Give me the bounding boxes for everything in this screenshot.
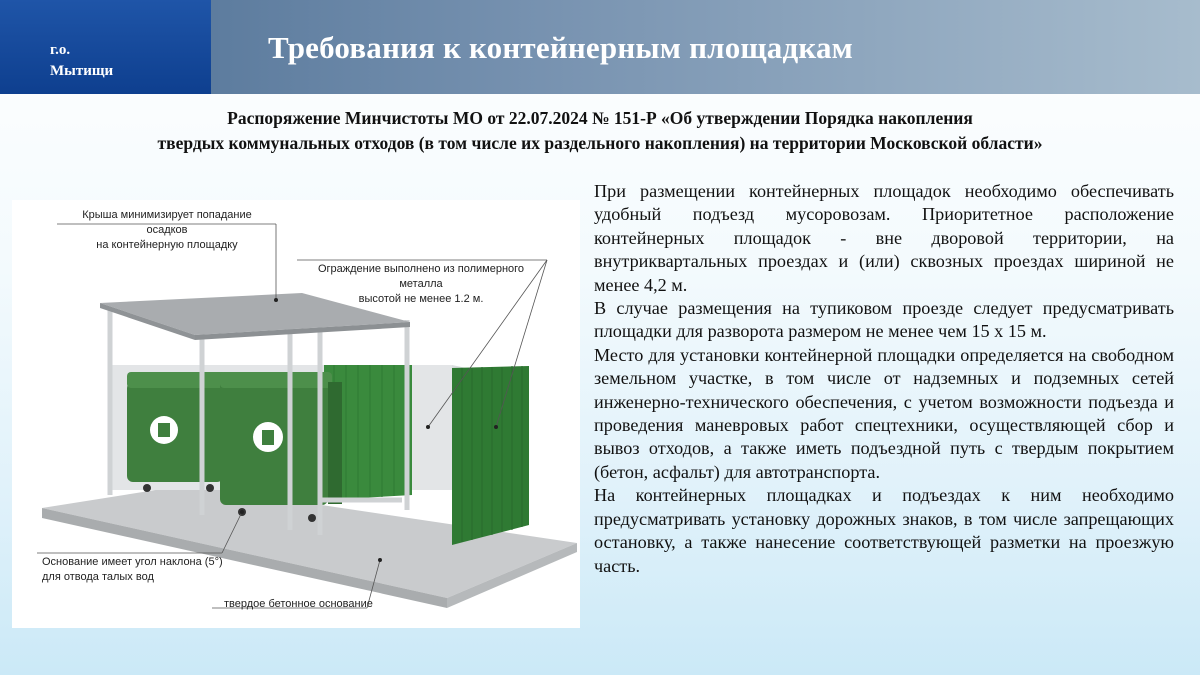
callout-fence-line1: Ограждение выполнено из полимерного металла [317, 263, 525, 290]
decree-subtitle-line1: Распоряжение Минчистоты МО от 22.07.2024 № 151-Р «Об утверждении Порядка накопления [227, 108, 973, 128]
paragraph-road-signs: На контейнерных площадках и подъездах к ним необходимо предусматривать установку дорожных знаков, в том числе запрещающих остановку, а также нанесение соответствующей разметки на проезжую часть. [594, 485, 1174, 576]
municipality-logo-block [0, 0, 211, 94]
page-title: Требования к контейнерным площадкам [268, 30, 853, 65]
paragraph-turnaround: В случае размещения на тупиковом проезде следует предусматривать площадки для разворота размером не менее чем 15 х 15 м. [594, 298, 1174, 342]
green-side-fence [452, 366, 529, 545]
paragraph-access: При размещении контейнерных площадок необходимо обеспечивать удобный подъезд мусоровозам. Приоритетное расположение контейнерных площадок - вне дворовой территории, на внутриквартальных проездах и (или) сквозных проездах шириной не менее 4,2 м. [594, 181, 1174, 295]
header-banner [0, 0, 1200, 94]
callout-fence-line2: высотой не менее 1.2 м. [358, 293, 484, 305]
requirements-text [594, 180, 1174, 578]
callout-roof [62, 208, 272, 253]
decree-subtitle-line2: твердых коммунальных отходов (в том числе их раздельного накопления) на территории Московской области» [157, 133, 1043, 153]
callout-roof-line2: на контейнерную площадку [96, 239, 238, 251]
callout-slope-line1: Основание имеет угол наклона (5°) [42, 556, 223, 568]
municipality-name [50, 40, 113, 82]
callout-roof-line1: Крыша минимизирует попадание осадков [82, 209, 252, 236]
callout-slope [42, 555, 223, 585]
paragraph-location: Место для установки контейнерной площадки определяется на свободном земельном участке, в том числе от надземных и подземных сетей инженерно-технического обеспечения, с учетом возможности подъезда и проведения маневровых работ спецтехники, осуществляющей сбор и вывоз отходов, а также иметь подъездной путь с твердым покрытием (бетон, асфальт) для автотранспорта. [594, 344, 1174, 482]
callout-fence [295, 262, 547, 307]
municipality-line2: Мытищи [50, 63, 114, 79]
callout-slope-line2: для отвода талых вод [42, 571, 154, 583]
decree-subtitle [20, 106, 1180, 156]
container-site-illustration [12, 200, 580, 628]
municipality-line1: г.о. [50, 42, 71, 58]
callout-base: твердое бетонное основание [224, 598, 373, 610]
